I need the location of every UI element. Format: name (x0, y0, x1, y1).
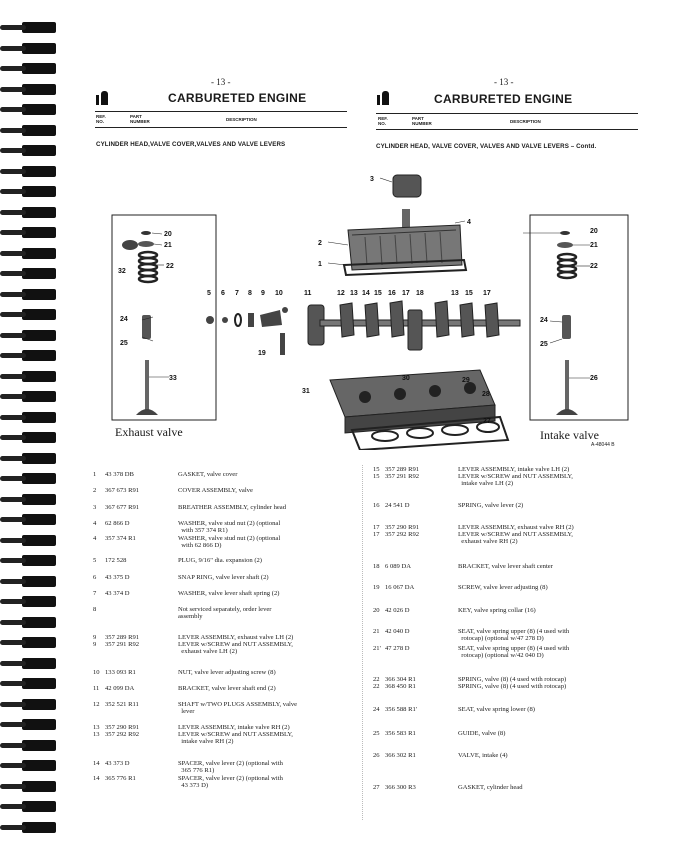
ih-logo-icon (96, 91, 108, 105)
exploded-view-illustration (90, 165, 650, 450)
binding-ring (22, 84, 56, 95)
part-number: 368 450 R1 (385, 683, 416, 690)
left-page-title: CARBURETED ENGINE (168, 91, 307, 105)
callout-24: 24 (120, 316, 128, 323)
part-number: 357 289 R91 (105, 634, 140, 641)
binding-ring (22, 145, 56, 156)
ref-number: 7 (93, 590, 97, 597)
binding-ring (22, 432, 56, 443)
callout-27: 27 (483, 418, 491, 425)
part-description: LEVER w/SCREW and NUT ASSEMBLY, exhaust valve RH (2) (458, 531, 573, 546)
ref-number: 27 (373, 784, 380, 791)
callout-9: 9 (261, 290, 265, 297)
part-number: 357 291 R92 (105, 641, 140, 648)
right-section-title: CYLINDER HEAD, VALVE COVER, VALVES AND VALVE LEVERS – Contd. (376, 143, 597, 150)
callout-8: 8 (248, 290, 252, 297)
binding-ring (22, 125, 56, 136)
binding-ring (22, 596, 56, 607)
part-number: 357 292 R92 (105, 731, 140, 738)
callout-15: 15 (374, 290, 382, 297)
callout-18: 18 (416, 290, 424, 297)
part-description: BREATHER ASSEMBLY, cylinder head (178, 504, 287, 511)
left-col-part: PART NUMBER (130, 114, 150, 124)
binding-ring (22, 268, 56, 279)
part-number: 43 373 D (105, 760, 130, 767)
part-number: 366 304 R1 (385, 676, 416, 683)
callout-11: 11 (304, 290, 312, 297)
ref-number: 3 (93, 504, 97, 511)
binding-ring (22, 801, 56, 812)
binding-ring (22, 248, 56, 259)
part-number: 43 374 D (105, 590, 130, 597)
part-number: 24 541 D (385, 502, 410, 509)
binding-ring (22, 371, 56, 382)
part-description: LEVER w/SCREW and NUT ASSEMBLY, intake valve RH (2) (178, 731, 293, 746)
binding-ring (22, 719, 56, 730)
part-description: LEVER ASSEMBLY, exhaust valve RH (2) (458, 524, 574, 531)
binding-ring (22, 412, 56, 423)
part-description: SHAFT w/TWO PLUGS ASSEMBLY, valve lever (178, 701, 298, 716)
ref-number: 13 (93, 724, 100, 731)
part-number: 357 290 R91 (105, 724, 140, 731)
right-parts-list (373, 466, 653, 811)
part-number: 172 528 (105, 557, 127, 564)
binding-ring (22, 678, 56, 689)
ref-number: 25 (373, 730, 380, 737)
binding-ring (22, 186, 56, 197)
part-description: GASKET, cylinder head (458, 784, 523, 791)
callout-33: 33 (169, 375, 177, 382)
binding-ring (22, 330, 56, 341)
column-divider (362, 465, 363, 820)
callout-2: 2 (318, 240, 322, 247)
ref-number: 9 (93, 641, 97, 648)
callout-29: 29 (462, 377, 470, 384)
ref-number: 15 (373, 466, 380, 473)
callout-25: 25 (120, 340, 128, 347)
part-description: VALVE, intake (4) (458, 752, 508, 759)
ref-number: 11 (93, 685, 100, 692)
left-header-rule-2 (95, 127, 347, 128)
callout-1: 1 (318, 261, 322, 268)
part-description: LEVER ASSEMBLY, intake valve RH (2) (178, 724, 290, 731)
part-description: SPRING, valve (8) (4 used with rotocap) (458, 683, 567, 690)
binding-ring (22, 166, 56, 177)
callout-3: 3 (370, 176, 374, 183)
part-description: SEAT, valve spring lower (8) (458, 706, 535, 713)
part-description: WASHER, valve lever shaft spring (2) (178, 590, 280, 597)
binding-ring (22, 555, 56, 566)
part-number: 42 099 DA (105, 685, 135, 692)
ref-number: 10 (93, 669, 100, 676)
ref-number: 5 (93, 557, 97, 564)
binding-ring (22, 309, 56, 320)
spiral-binding (0, 0, 62, 854)
part-description: WASHER, valve stud nut (2) (optional with 357 374 R1) (178, 520, 281, 535)
part-description: WASHER, valve stud nut (2) (optional with 62 866 D) (178, 535, 281, 550)
binding-ring (22, 104, 56, 115)
part-description: SEAT, valve spring upper (8) (4 used with rotocap) (optional w/47 278 D) (458, 628, 570, 643)
ref-number: 22 (373, 676, 380, 683)
ref-number: 14 (93, 775, 100, 782)
right-col-ref: REF. NO. (378, 116, 388, 126)
part-description: PLUG, 9/16" dia. expansion (2) (178, 557, 263, 564)
part-number: 357 292 R92 (385, 531, 420, 538)
callout-15: 15 (465, 290, 473, 297)
right-col-desc: DESCRIPTION (510, 119, 541, 124)
part-description: LEVER w/SCREW and NUT ASSEMBLY, exhaust valve LH (2) (178, 641, 293, 656)
callout-21: 21 (590, 242, 598, 249)
part-number: 357 291 R92 (385, 473, 420, 480)
binding-ring (22, 63, 56, 74)
binding-ring (22, 637, 56, 648)
ref-number: 17 (373, 524, 380, 531)
part-description: SEAT, valve spring upper (8) (4 used with rotocap) (optional w/42 040 D) (458, 645, 570, 660)
callout-22: 22 (590, 263, 598, 270)
part-number: 366 302 R1 (385, 752, 416, 759)
callout-16: 16 (388, 290, 396, 297)
binding-ring (22, 760, 56, 771)
callout-4: 4 (467, 219, 471, 226)
part-number: 357 290 R91 (385, 524, 420, 531)
left-page-number: - 13 - (211, 77, 231, 87)
callout-13: 13 (350, 290, 358, 297)
exhaust-valve-caption: Exhaust valve (115, 425, 183, 439)
part-description: SPACER, valve lever (2) (optional with 365 776 R1) (178, 760, 283, 775)
part-number: 133 093 R1 (105, 669, 136, 676)
binding-ring (22, 576, 56, 587)
binding-ring (22, 207, 56, 218)
ref-number: 1 (93, 471, 97, 478)
ref-number: 21 (373, 628, 380, 635)
part-description: SNAP RING, valve lever shaft (2) (178, 574, 269, 581)
left-parts-list (93, 471, 353, 811)
ref-number: 8 (93, 606, 97, 613)
ref-number: 24 (373, 706, 380, 713)
ref-number: 15 (373, 473, 380, 480)
part-number: 43 378 DB (105, 471, 134, 478)
part-number: 62 866 D (105, 520, 130, 527)
callout-30: 30 (402, 375, 410, 382)
callout-19: 19 (258, 350, 266, 357)
callout-24: 24 (540, 317, 548, 324)
callout-12: 12 (337, 290, 345, 297)
ref-number: 19 (373, 584, 380, 591)
part-number: 357 374 R1 (105, 535, 136, 542)
part-number: 367 677 R91 (105, 504, 140, 511)
ref-number: 26 (373, 752, 380, 759)
ref-number: 13 (93, 731, 100, 738)
callout-21: 21 (164, 242, 172, 249)
part-description: LEVER w/SCREW and NUT ASSEMBLY, intake valve LH (2) (458, 473, 573, 488)
part-description: SCREW, valve lever adjusting (8) (458, 584, 548, 591)
ref-number: 20 (373, 607, 380, 614)
ref-number: 2 (93, 487, 97, 494)
callout-leaders (142, 178, 590, 378)
ih-logo-icon (377, 91, 389, 105)
binding-ring (22, 699, 56, 710)
part-description: SPRING, valve lever (2) (458, 502, 524, 509)
callout-10: 10 (275, 290, 283, 297)
part-description: LEVER ASSEMBLY, intake valve LH (2) (458, 466, 570, 473)
callout-25: 25 (540, 341, 548, 348)
part-description: Not serviced separately, order lever assembly (178, 606, 272, 621)
part-number: 356 583 R1 (385, 730, 416, 737)
binding-ring (22, 22, 56, 33)
ref-number: 9 (93, 634, 97, 641)
ref-number: 12 (93, 701, 100, 708)
ref-number: 14 (93, 760, 100, 767)
figure-reference: A-48044 B (591, 442, 615, 448)
callout-13: 13 (451, 290, 459, 297)
right-header-rule (376, 113, 638, 114)
ref-number: 21' (373, 645, 381, 652)
part-description: BRACKET, valve lever shaft end (2) (178, 685, 276, 692)
callout-31: 31 (302, 388, 310, 395)
ref-number: 4 (93, 535, 97, 542)
intake-valve-caption: Intake valve (540, 428, 599, 442)
ref-number: 22 (373, 683, 380, 690)
part-description: BRACKET, valve lever shaft center (458, 563, 553, 570)
part-number: 356 588 R1' (385, 706, 417, 713)
part-number: 367 673 R91 (105, 487, 140, 494)
intake-valve-parts (556, 231, 578, 415)
part-description: LEVER ASSEMBLY, exhaust valve LH (2) (178, 634, 294, 641)
part-number: 352 521 R11 (105, 701, 139, 708)
right-page-number: - 13 - (494, 77, 514, 87)
part-number: 366 300 R3 (385, 784, 416, 791)
part-description: GASKET, valve cover (178, 471, 238, 478)
part-number: 43 375 D (105, 574, 130, 581)
callout-6: 6 (221, 290, 225, 297)
binding-ring (22, 535, 56, 546)
ref-number: 16 (373, 502, 380, 509)
binding-ring (22, 473, 56, 484)
part-description: GUIDE, valve (8) (458, 730, 506, 737)
callout-14: 14 (362, 290, 370, 297)
binding-ring (22, 350, 56, 361)
part-description: SPACER, valve lever (2) (optional with 43 373 D) (178, 775, 283, 790)
right-header-rule-2 (376, 129, 638, 130)
callout-20: 20 (164, 231, 172, 238)
left-col-desc: DESCRIPTION (226, 117, 257, 122)
binding-ring (22, 822, 56, 833)
callout-20: 20 (590, 228, 598, 235)
exhaust-valve-parts (122, 231, 158, 415)
binding-ring (22, 289, 56, 300)
binding-ring (22, 453, 56, 464)
left-section-title: CYLINDER HEAD,VALVE COVER,VALVES AND VALVE LEVERS (96, 141, 286, 148)
binding-ring (22, 740, 56, 751)
part-number: 42 040 D (385, 628, 410, 635)
callout-26: 26 (590, 375, 598, 382)
binding-ring (22, 494, 56, 505)
part-number: 47 278 D (385, 645, 410, 652)
binding-ring (22, 617, 56, 628)
callout-32: 32 (118, 268, 126, 275)
part-description: KEY, valve spring collar (16) (458, 607, 536, 614)
ref-number: 18 (373, 563, 380, 570)
part-number: 6 089 DA (385, 563, 412, 570)
part-number: 16 067 DA (385, 584, 415, 591)
binding-ring (22, 658, 56, 669)
binding-ring (22, 43, 56, 54)
callout-28: 28 (482, 391, 490, 398)
callout-22: 22 (166, 263, 174, 270)
part-description: COVER ASSEMBLY, valve (178, 487, 253, 494)
callout-7: 7 (235, 290, 239, 297)
right-col-part: PART NUMBER (412, 116, 432, 126)
ref-number: 17 (373, 531, 380, 538)
binding-ring (22, 391, 56, 402)
part-description: NUT, valve lever adjusting screw (8) (178, 669, 276, 676)
rocker-shaft (308, 301, 520, 350)
part-number: 357 289 R91 (385, 466, 420, 473)
ref-number: 6 (93, 574, 97, 581)
left-header-rule (95, 111, 347, 112)
part-description: SPRING, valve (8) (4 used with rotocap) (458, 676, 567, 683)
ref-number: 4 (93, 520, 97, 527)
binding-ring (22, 227, 56, 238)
binding-ring (22, 514, 56, 525)
part-number: 42 026 D (385, 607, 410, 614)
callout-5: 5 (207, 290, 211, 297)
part-number: 365 776 R1 (105, 775, 136, 782)
binding-ring (22, 781, 56, 792)
callout-17: 17 (483, 290, 491, 297)
left-col-ref: REF. NO. (96, 114, 106, 124)
callout-17: 17 (402, 290, 410, 297)
right-page-title: CARBURETED ENGINE (434, 92, 573, 106)
